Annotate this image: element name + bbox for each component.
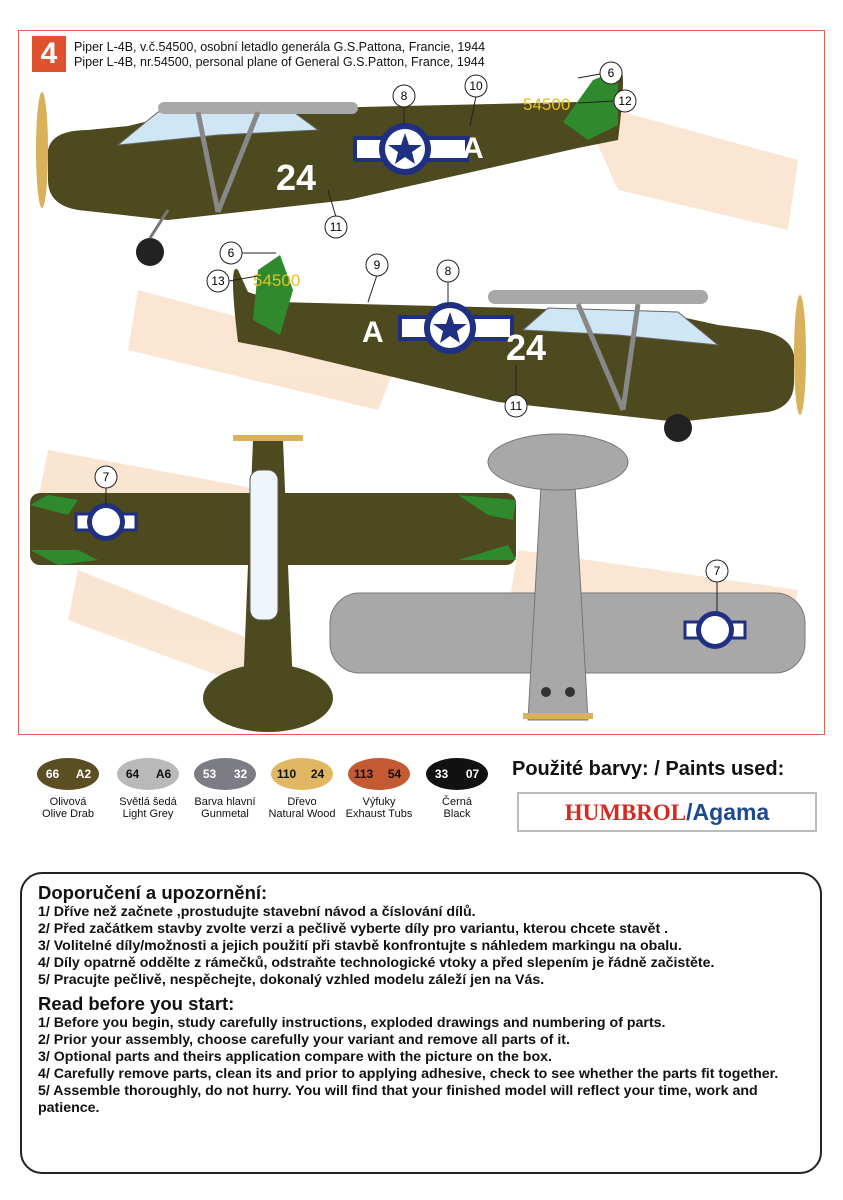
fin-letter-1: A: [462, 132, 484, 165]
paint-chip-black: 33 07: [426, 758, 488, 790]
paint-chip-gunmetal: 53 32: [194, 758, 256, 790]
callout-8b: 8: [444, 264, 452, 278]
caption-en: Piper L-4B, nr.54500, personal plane of General G.S.Patton, France, 1944: [74, 55, 485, 69]
paint-name-black: Černá Black: [442, 796, 472, 820]
fin-letter-2: A: [362, 316, 384, 349]
notes-title-en: Read before you start:: [38, 993, 235, 1014]
callout-9: 9: [373, 258, 381, 272]
notes-title-cz: Doporučení a upozornění:: [38, 882, 268, 903]
note-cz-4: 4/ Díly opatrně oddělte z rámečků, odstraňte technologické vtoky a před slepením je řádně začistěte.: [38, 955, 715, 971]
paint-name-exhaust: Výfuky Exhaust Tubs: [345, 796, 413, 820]
note-en-5: 5/ Assemble thoroughly, do not hurry. You will find that your finished model will reflect your time, work and patience.: [38, 1083, 758, 1116]
note-en-2: 2/ Prior your assembly, choose carefully your variant and remove all parts of it.: [38, 1032, 570, 1048]
notes-list-cz: [38, 904, 804, 989]
note-cz-2: 2/ Před začátkem stavby zvolte verzi a pečlivě vyberte díly pro variantu, kterou chcete stavět .: [38, 921, 669, 937]
caption-cz: Piper L-4B, v.č.54500, osobní letadlo generála G.S.Pattona, Francie, 1944: [74, 40, 486, 54]
top-canopy: [250, 470, 278, 620]
propeller-2: [794, 295, 806, 415]
callout-12: 12: [618, 94, 632, 108]
bottom-propeller: [523, 713, 593, 719]
serial-1: 54500: [523, 95, 571, 114]
fuselage-1: [48, 69, 623, 220]
propeller-1: [36, 92, 48, 208]
paints-used-title: Použité barvy: / Paints used:: [512, 758, 785, 780]
wheel-1: [136, 238, 164, 266]
note-cz-5: 5/ Pracujte pečlivě, nespěchejte, dokonalý vzhled modelu záleží jen na Vás.: [38, 972, 545, 988]
brand-humbrol: HUMBROL: [564, 800, 687, 825]
callout-6b: 6: [227, 246, 235, 260]
paint-chip-olive: 66 A2: [37, 758, 99, 790]
fuselage-number-1: 24: [276, 157, 317, 198]
callout-11a: 11: [329, 220, 343, 234]
wheel-2: [664, 414, 692, 442]
note-en-1: 1/ Before you begin, study carefully instructions, exploded drawings and numbering of parts.: [38, 1015, 666, 1031]
wing-edge-2: [488, 290, 708, 304]
note-en-3: 3/ Optional parts and theirs application compare with the picture on the box.: [38, 1049, 552, 1065]
aircraft-drawings: [18, 30, 825, 735]
paint-name-gunmetal: Barva hlavní Gunmetal: [194, 796, 256, 820]
step-badge: 4: [32, 36, 66, 72]
callout-7a: 7: [102, 470, 110, 484]
paint-chip-exhaust: 113 54: [348, 758, 410, 790]
tail-mark-2: !: [283, 247, 288, 263]
paint-chip-wood: 110 24: [271, 758, 333, 790]
callout-6a: 6: [607, 66, 615, 80]
fuselage-number-2: 24: [506, 327, 547, 368]
note-cz-1: 1/ Dříve než začnete ,prostudujte stavební návod a číslování dílů.: [38, 904, 476, 920]
instructions-box: [20, 872, 822, 1174]
top-tailplane: [203, 664, 333, 732]
callout-13: 13: [211, 274, 225, 288]
note-en-4: 4/ Carefully remove parts, clean its and prior to applying adhesive, check to see whether the parts fit together.: [38, 1066, 779, 1082]
callout-10: 10: [469, 79, 483, 93]
paint-chip-light-grey: 64 A6: [117, 758, 179, 790]
bottom-tailplane: [488, 434, 628, 490]
callout-11b: 11: [509, 399, 523, 413]
notes-list-en: [38, 1015, 804, 1117]
top-propeller: [233, 435, 303, 441]
callout-7b: 7: [713, 564, 721, 578]
callout-8a: 8: [400, 89, 408, 103]
note-cz-3: 3/ Volitelné díly/možnosti a jejich použití při stavbě konfrontujte s náhledem markingu na obalu.: [38, 938, 682, 954]
paint-name-olive: Olivová Olive Drab: [42, 796, 94, 820]
serial-2: 54500: [253, 271, 301, 290]
brand-agama: /Agama: [686, 799, 770, 825]
paint-brand-box: [517, 792, 817, 832]
tail-mark-1: !: [571, 67, 576, 83]
paint-name-light-grey: Světlá šedá Light Grey: [119, 796, 177, 820]
paint-name-wood: Dřevo Natural Wood: [268, 796, 336, 820]
bottom-view-aircraft: [330, 434, 805, 720]
